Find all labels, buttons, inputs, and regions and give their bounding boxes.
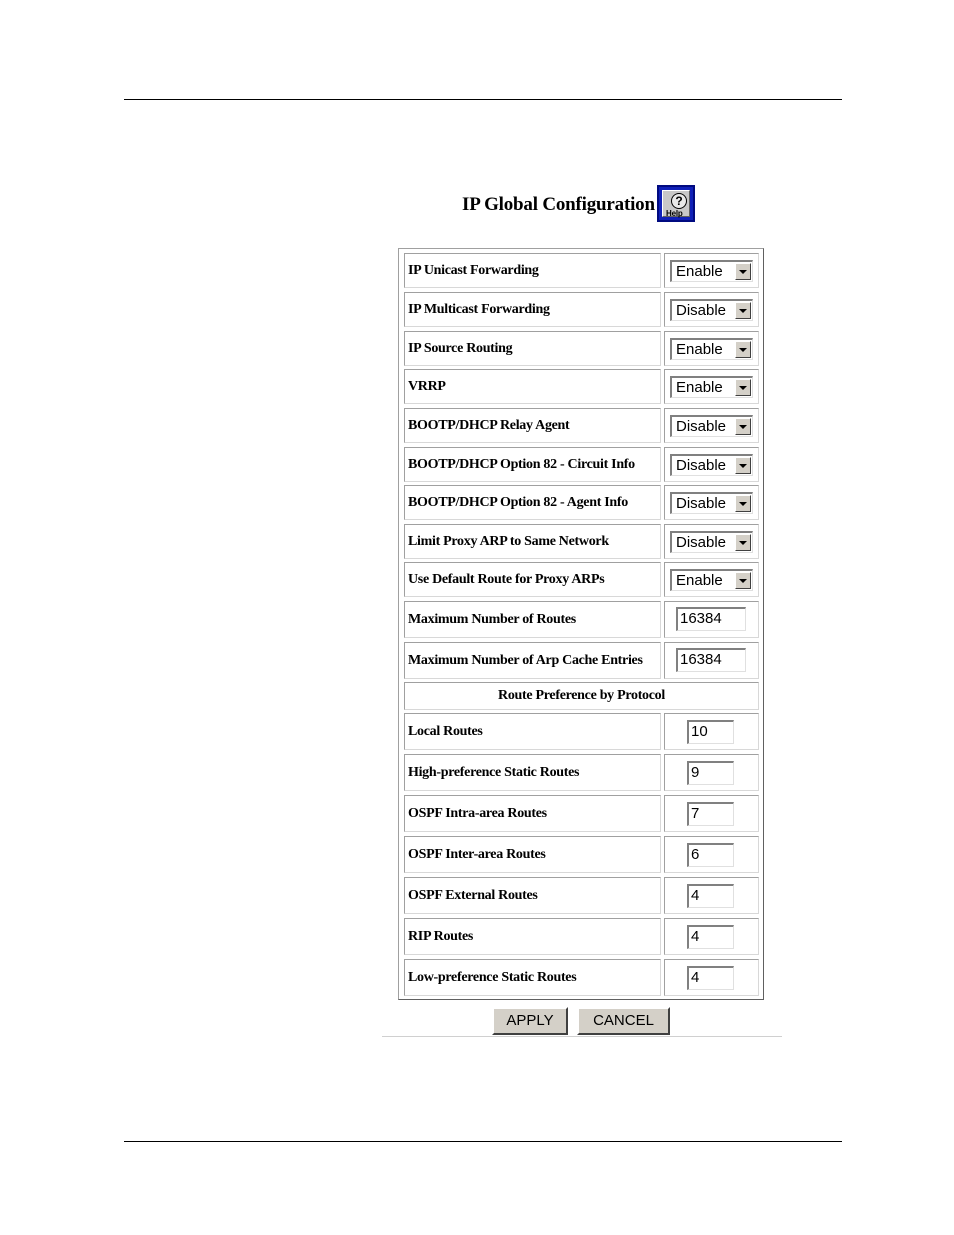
option82-circuit-info-select[interactable] [670, 454, 753, 476]
route-pref-control [664, 754, 759, 791]
setting-control [664, 562, 759, 597]
setting-control [664, 331, 759, 366]
ip-unicast-forwarding-select[interactable] [670, 260, 753, 282]
vrrp-select[interactable] [670, 376, 753, 398]
setting-label: IP Multicast Forwarding [404, 292, 661, 327]
route-pref-control [664, 713, 759, 750]
title-area [380, 185, 780, 227]
setting-control [664, 642, 759, 679]
route-preference-heading: Route Preference by Protocol [404, 682, 759, 710]
setting-label: Maximum Number of Routes [404, 601, 661, 638]
route-pref-label: RIP Routes [404, 918, 661, 955]
select-value: Enable [676, 341, 723, 358]
select-value: Disable [676, 302, 727, 319]
dropdown-arrow-icon[interactable] [735, 379, 751, 396]
setting-label: BOOTP/DHCP Relay Agent [404, 408, 661, 443]
dropdown-arrow-icon[interactable] [735, 418, 751, 435]
form-divider [382, 1036, 782, 1037]
question-mark-icon: ? [671, 193, 687, 209]
default-route-proxy-arp-select[interactable] [670, 569, 753, 591]
select-value: Disable [676, 418, 727, 435]
ospf-external-input[interactable]: 4 [687, 884, 734, 908]
select-value: Disable [676, 495, 727, 512]
setting-control [664, 253, 759, 288]
setting-label: Use Default Route for Proxy ARPs [404, 562, 661, 597]
setting-control [664, 292, 759, 327]
route-pref-label: OSPF External Routes [404, 877, 661, 914]
bootp-relay-agent-select[interactable] [670, 415, 753, 437]
help-icon [662, 190, 690, 217]
route-pref-control [664, 795, 759, 832]
route-pref-label: OSPF Intra-area Routes [404, 795, 661, 832]
setting-control [664, 524, 759, 559]
ip-source-routing-select[interactable] [670, 338, 753, 360]
ospf-inter-area-input[interactable]: 6 [687, 843, 734, 867]
setting-label: BOOTP/DHCP Option 82 - Circuit Info [404, 447, 661, 482]
select-value: Disable [676, 534, 727, 551]
setting-label: VRRP [404, 369, 661, 404]
ospf-intra-area-input[interactable]: 7 [687, 802, 734, 826]
route-pref-control [664, 918, 759, 955]
max-arp-cache-input[interactable]: 16384 [676, 648, 746, 672]
apply-button[interactable]: APPLY [492, 1007, 568, 1035]
local-routes-input[interactable]: 10 [687, 720, 734, 744]
setting-label: BOOTP/DHCP Option 82 - Agent Info [404, 485, 661, 520]
dropdown-arrow-icon[interactable] [735, 302, 751, 319]
route-pref-control [664, 877, 759, 914]
help-button[interactable] [657, 185, 695, 222]
dropdown-arrow-icon[interactable] [735, 495, 751, 512]
dropdown-arrow-icon[interactable] [735, 341, 751, 358]
select-value: Enable [676, 572, 723, 589]
rip-routes-input[interactable]: 4 [687, 925, 734, 949]
dropdown-arrow-icon[interactable] [735, 457, 751, 474]
setting-control [664, 601, 759, 638]
setting-control [664, 408, 759, 443]
setting-control [664, 447, 759, 482]
page-title: IP Global Configuration [462, 194, 655, 215]
setting-label: IP Unicast Forwarding [404, 253, 661, 288]
help-label: Help [666, 209, 683, 218]
route-pref-label: OSPF Inter-area Routes [404, 836, 661, 873]
option82-agent-info-select[interactable] [670, 492, 753, 514]
setting-label: Limit Proxy ARP to Same Network [404, 524, 661, 559]
dropdown-arrow-icon[interactable] [735, 534, 751, 551]
setting-control [664, 369, 759, 404]
limit-proxy-arp-select[interactable] [670, 531, 753, 553]
route-pref-control [664, 836, 759, 873]
max-routes-input[interactable]: 16384 [676, 607, 746, 631]
select-value: Disable [676, 457, 727, 474]
route-pref-control [664, 959, 759, 996]
dropdown-arrow-icon[interactable] [735, 572, 751, 589]
dropdown-arrow-icon[interactable] [735, 263, 751, 280]
select-value: Enable [676, 263, 723, 280]
route-pref-label: Local Routes [404, 713, 661, 750]
high-pref-static-input[interactable]: 9 [687, 761, 734, 785]
route-pref-label: Low-preference Static Routes [404, 959, 661, 996]
header-rule [124, 99, 842, 100]
setting-control [664, 485, 759, 520]
setting-label: Maximum Number of Arp Cache Entries [404, 642, 661, 679]
setting-label: IP Source Routing [404, 331, 661, 366]
route-pref-label: High-preference Static Routes [404, 754, 661, 791]
select-value: Enable [676, 379, 723, 396]
footer-rule [124, 1141, 842, 1142]
ip-multicast-forwarding-select[interactable] [670, 299, 753, 321]
cancel-button[interactable]: CANCEL [577, 1007, 670, 1035]
low-pref-static-input[interactable]: 4 [687, 966, 734, 990]
